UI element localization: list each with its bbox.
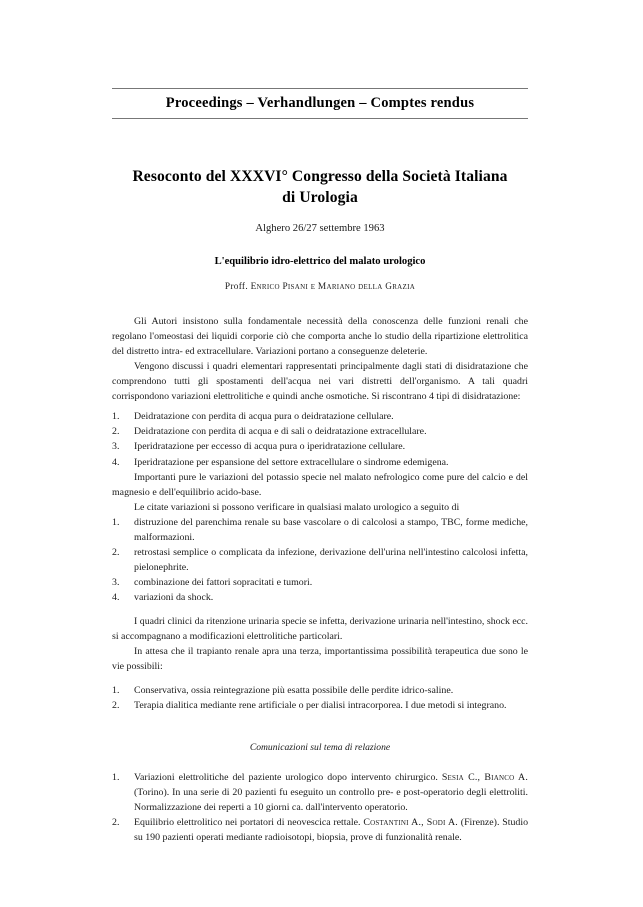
title-block xyxy=(112,167,528,292)
paragraph-1: Gli Autori insistono sulla fondamentale necessità della conoscenza delle funzioni renali che regolano l'omeostasi dei liquidi corporie ciò che comporta anche lo studio della ripartizione elettrolitica del distretto intra- ed extracellulare. Variazioni portano a conseguenze deleterie. xyxy=(112,316,528,358)
communication-authors: Sesia C., Bianco A. xyxy=(441,771,528,783)
communications-heading: Comunicazioni sul tema di relazione xyxy=(249,742,391,754)
list-terapia xyxy=(112,683,528,713)
author-line xyxy=(112,282,528,292)
list-cause xyxy=(112,515,528,605)
list-item: Iperidratazione per espansione del settore extracellulare o sindrome edemigena. xyxy=(134,456,449,468)
list-item: Deidratazione con perdita di acqua pura o deidratazione cellulare. xyxy=(134,411,394,423)
document-title xyxy=(112,167,528,208)
communication-text-before: Variazioni elettrolitiche del paziente urologico dopo intervento chirurgico. xyxy=(134,771,442,783)
list-item: combinazione dei fattori sopracitati e tumori. xyxy=(134,576,313,588)
communication-text-before: Equilibrio elettrolitico nei portatori di neovescica rettale. xyxy=(134,816,364,828)
list-item: Terapia dialitica mediante rene artificiale o per dialisi intracorporea. I due metodi si integrano. xyxy=(134,700,507,712)
paragraph-2: Vengono discussi i quadri elementari rappresentati principalmente dagli stati di disidratazione che comprendono tutti gli spostamenti dell'acqua nei vari distretti dell'organismo. A tali quadri corrispondono variazioni elettrolitiche e quindi anche osmotiche. Si riscontrano 4 tipi di disidratazione: xyxy=(112,361,528,403)
list-communications xyxy=(112,770,528,845)
abstract-body xyxy=(112,314,528,845)
author-prefix: Proff. xyxy=(224,282,248,293)
list-item: retrostasi semplice o complicata da infezione, derivazione dell'urina nell'intestino calcolosi infetta, pielonephrite. xyxy=(134,546,528,573)
author-names: Enrico Pisani e Mariano della Grazia xyxy=(250,282,416,293)
communication-text-after: (Firenze). Studio su 190 pazienti operati mediante radioisotopi, biopsia, prove di funzionalità renale. xyxy=(134,816,529,844)
document-title-line1: Resoconto del XXXVI° Congresso della Società Italiana xyxy=(132,167,508,185)
list-disidratazione xyxy=(112,409,528,469)
document-title-line2: di Urologia xyxy=(282,188,358,206)
list-item: distruzione del parenchima renale su base vascolare o di calcolosi a stampo, TBC, forme mediche, malformazioni. xyxy=(134,516,528,543)
paper-title: L'equilibrio idro-elettrico del malato urologico xyxy=(214,256,426,268)
list-item: Deidratazione con perdita di acqua e di sali o deidratazione extracellulare. xyxy=(134,426,427,438)
list-item xyxy=(112,815,528,845)
paragraph-spacer-1 xyxy=(112,605,528,614)
list-item: Conservativa, ossia reintegrazione più esatta possibile delle perdite idrico-saline. xyxy=(134,685,454,697)
paragraph-4: Le citate variazioni si possono verificare in qualsiasi malato urologico a seguito di xyxy=(134,501,460,513)
communication-text-after: (Torino). In una serie di 20 pazienti fu eseguito un controllo pre- e post-operatorio degli elettroliti. Normalizzazione dei reperti a 10 giorni ca. dall'intervento operatorio. xyxy=(134,786,528,813)
page-content xyxy=(112,88,528,845)
paragraph-3: Importanti pure le variazioni del potassio specie nel malato nefrologico come pure del calcio e del magnesio e dell'equilibrio acido-base. xyxy=(112,471,528,498)
list-item xyxy=(112,770,528,815)
list-item: Iperidratazione per eccesso di acqua pura o iperidratazione cellulare. xyxy=(134,441,406,453)
running-head-rule-bottom xyxy=(112,118,528,119)
list-spacer-2 xyxy=(112,674,528,683)
running-head xyxy=(112,88,528,119)
paragraph-6: In attesa che il trapianto renale apra una terza, importantissima possibilità terapeutica due sono le vie possibili: xyxy=(112,646,528,673)
list-item: variazioni da shock. xyxy=(134,591,214,603)
running-head-title: Proceedings – Verhandlungen – Comptes rendus xyxy=(165,95,475,111)
paragraph-5: I quadri clinici da ritenzione urinaria specie se infetta, derivazione urinaria nell'intestino, shock ecc. si accompagnano a modificazioni elettrolitiche particolari. xyxy=(112,615,528,643)
communication-authors: Costantini A., Sodi A. xyxy=(363,816,458,828)
congress-date: Alghero 26/27 settembre 1963 xyxy=(255,223,385,235)
